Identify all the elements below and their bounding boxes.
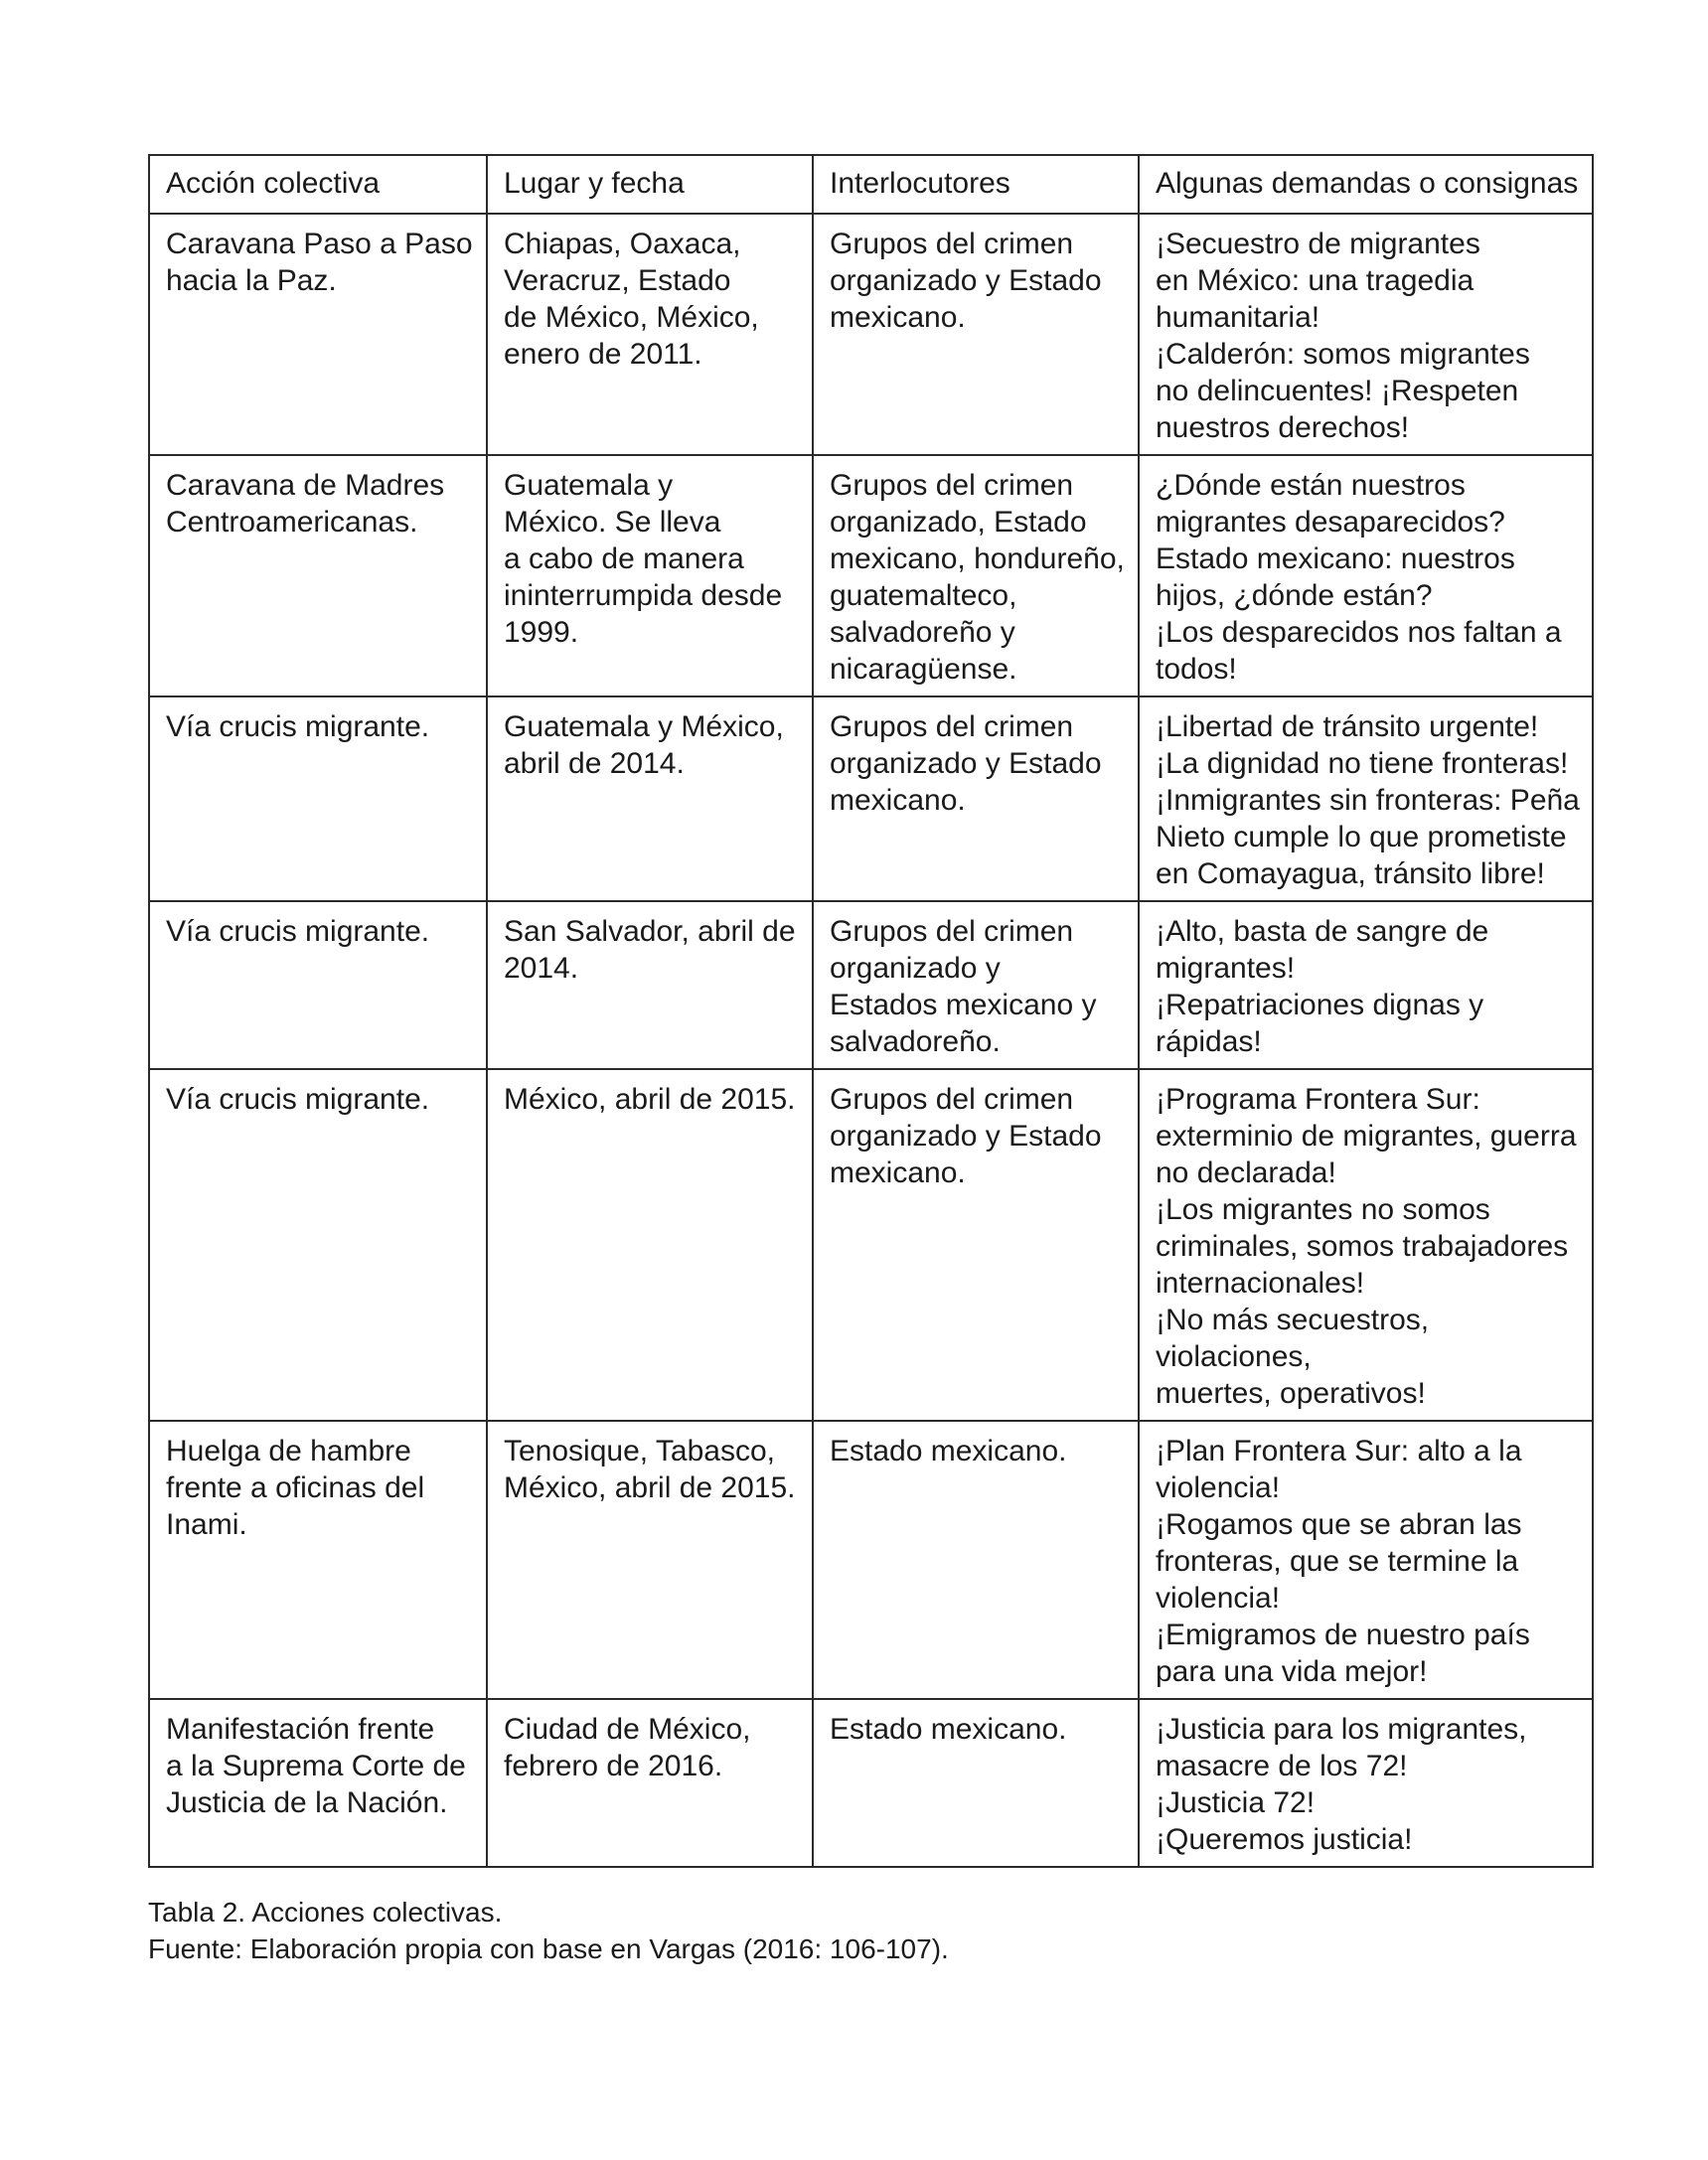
cell-lugar: Tenosique, Tabasco, México, abril de 2015. — [487, 1421, 813, 1699]
cell-accion: Huelga de hambre frente a oficinas del Inami. — [149, 1421, 487, 1699]
table-row — [149, 901, 1593, 1069]
cell-demandas: ¡Libertad de tránsito urgente! ¡La dignidad no tiene fronteras! ¡Inmigrantes sin fronteras: Peña Nieto cumple lo que prometiste en Comayagua, tránsito libre! — [1139, 696, 1593, 901]
cell-interlocutores: Grupos del crimen organizado y Estado mexicano. — [813, 1069, 1139, 1421]
cell-interlocutores: Grupos del crimen organizado y Estados mexicano y salvadoreño. — [813, 901, 1139, 1069]
cell-demandas: ¡Programa Frontera Sur: exterminio de migrantes, guerra no declarada! ¡Los migrantes no somos criminales, somos trabajadores internacionales! ¡No más secuestros, violaciones, muertes, operativos! — [1139, 1069, 1593, 1421]
table-row — [149, 455, 1593, 696]
collective-actions-table-wrapper — [148, 154, 1592, 1868]
cell-demandas: ¡Justicia para los migrantes, masacre de los 72! ¡Justicia 72! ¡Queremos justicia! — [1139, 1699, 1593, 1867]
cell-interlocutores: Grupos del crimen organizado y Estado mexicano. — [813, 214, 1139, 455]
table-row — [149, 1421, 1593, 1699]
cell-lugar: Chiapas, Oaxaca, Veracruz, Estado de México, México, enero de 2011. — [487, 214, 813, 455]
cell-interlocutores: Grupos del crimen organizado y Estado mexicano. — [813, 696, 1139, 901]
table-row — [149, 214, 1593, 455]
header-demandas: Algunas demandas o consignas — [1139, 155, 1593, 214]
cell-demandas: ¡Secuestro de migrantes en México: una tragedia humanitaria! ¡Calderón: somos migrantes no delincuentes! ¡Respeten nuestros derechos! — [1139, 214, 1593, 455]
header-interlocutores: Interlocutores — [813, 155, 1139, 214]
cell-accion: Vía crucis migrante. — [149, 901, 487, 1069]
caption-source: Fuente: Elaboración propia con base en Vargas (2016: 106-107). — [148, 1933, 949, 1964]
cell-accion: Manifestación frente a la Suprema Corte de Justicia de la Nación. — [149, 1699, 487, 1867]
cell-demandas: ¡Plan Frontera Sur: alto a la violencia! ¡Rogamos que se abran las fronteras, que se termine la violencia! ¡Emigramos de nuestro país para una vida mejor! — [1139, 1421, 1593, 1699]
cell-lugar: Guatemala y México, abril de 2014. — [487, 696, 813, 901]
cell-interlocutores: Grupos del crimen organizado, Estado mexicano, hondureño, guatemalteco, salvadoreño y nicaragüense. — [813, 455, 1139, 696]
cell-accion: Caravana de Madres Centroamericanas. — [149, 455, 487, 696]
cell-accion: Vía crucis migrante. — [149, 696, 487, 901]
table-row — [149, 696, 1593, 901]
table-row — [149, 1699, 1593, 1867]
table-header-row — [149, 155, 1593, 214]
header-lugar: Lugar y fecha — [487, 155, 813, 214]
caption-title: Tabla 2. Acciones colectivas. — [148, 1897, 503, 1928]
cell-demandas: ¡Alto, basta de sangre de migrantes! ¡Repatriaciones dignas y rápidas! — [1139, 901, 1593, 1069]
cell-accion: Vía crucis migrante. — [149, 1069, 487, 1421]
header-accion: Acción colectiva — [149, 155, 487, 214]
table-caption — [148, 1894, 949, 1967]
cell-accion: Caravana Paso a Paso hacia la Paz. — [149, 214, 487, 455]
cell-lugar: San Salvador, abril de 2014. — [487, 901, 813, 1069]
cell-lugar: México, abril de 2015. — [487, 1069, 813, 1421]
cell-interlocutores: Estado mexicano. — [813, 1699, 1139, 1867]
cell-lugar: Ciudad de México, febrero de 2016. — [487, 1699, 813, 1867]
cell-lugar: Guatemala y México. Se lleva a cabo de manera ininterrumpida desde 1999. — [487, 455, 813, 696]
cell-interlocutores: Estado mexicano. — [813, 1421, 1139, 1699]
collective-actions-table — [148, 154, 1594, 1868]
cell-demandas: ¿Dónde están nuestros migrantes desaparecidos? Estado mexicano: nuestros hijos, ¿dónde están? ¡Los desparecidos nos faltan a todos! — [1139, 455, 1593, 696]
table-row — [149, 1069, 1593, 1421]
